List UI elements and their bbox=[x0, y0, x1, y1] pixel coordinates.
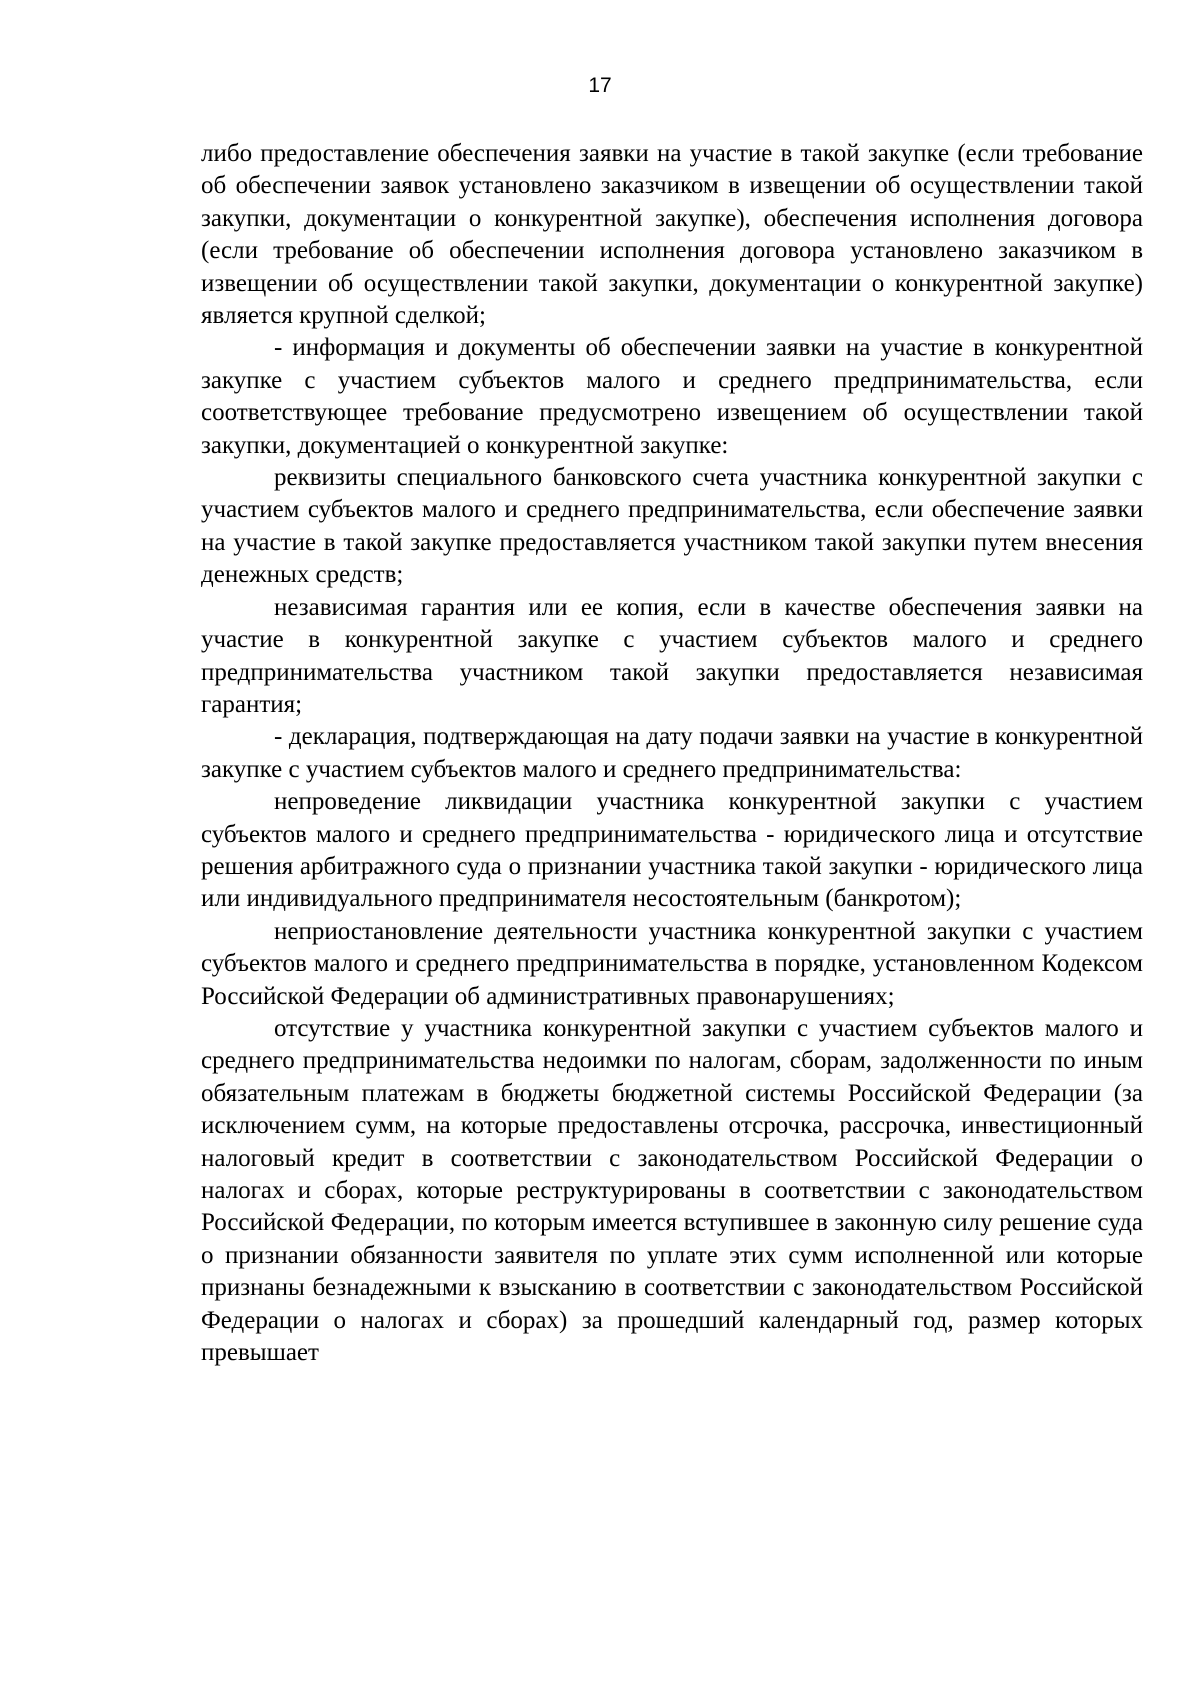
paragraph-5: - декларация, подтверждающая на дату подачи заявки на участие в конкурентной закупке с участием субъектов малого и среднего предпринимательства: bbox=[201, 723, 1143, 783]
paragraph-4: независимая гарантия или ее копия, если в качестве обеспечения заявки на участие в конкурентной закупке с участием субъектов малого и среднего предпринимательства участником такой закупки предоставляется независимая гарантия; bbox=[201, 593, 1143, 718]
paragraph-1: либо предоставление обеспечения заявки на участие в такой закупке (если требование об обеспечении заявок установлено заказчиком в извещении об осуществлении такой закупки, документации о конкурентной закупке), обеспечения исполнения договора (если требование об обеспечении исполнения договора установлено заказчиком в извещении об осуществлении такой закупки, документации о конкурентной закупке) является крупной сделкой; bbox=[201, 140, 1143, 330]
paragraph-2: - информация и документы об обеспечении заявки на участие в конкурентной закупке с участием субъектов малого и среднего предпринимательства, если соответствующее требование предусмотрено извещением об осуществлении такой закупки, документацией о конкурентной закупке: bbox=[201, 334, 1143, 459]
paragraph-6: непроведение ликвидации участника конкурентной закупки с участием субъектов малого и среднего предпринимательства - юридического лица и отсутствие решения арбитражного суда о признании участника такой закупки - юридического лица или индивидуального предпринимателя несостоятельным (банкротом); bbox=[201, 788, 1143, 913]
paragraph-8: отсутствие у участника конкурентной закупки с участием субъектов малого и среднего предпринимательства недоимки по налогам, сборам, задолженности по иным обязательным платежам в бюджеты бюджетной системы Российской Федерации (за исключением сумм, на которые предоставлены отсрочка, рассрочка, инвестиционный налоговый кредит в соответствии с законодательством Российской Федерации о налогах и сборах, которые реструктурированы в соответствии с законодательством Российской Федерации, по которым имеется вступившее в законную силу решение суда о признании обязанности заявителя по уплате этих сумм исполненной или которые признаны безнадежными к взысканию в соответствии с законодательством Российской Федерации о налогах и сборах) за прошедший календарный год, размер которых превышает bbox=[201, 1014, 1143, 1367]
paragraph-3: реквизиты специального банковского счета участника конкурентной закупки с участием субъектов малого и среднего предпринимательства, если обеспечение заявки на участие в такой закупке предоставляется участником такой закупки путем внесения денежных средств; bbox=[201, 464, 1143, 589]
page-number: 17 bbox=[588, 74, 612, 97]
paragraph-7: неприостановление деятельности участника конкурентной закупки с участием субъектов малого и среднего предпринимательства в порядке, установленном Кодексом Российской Федерации об административных правонарушениях; bbox=[201, 917, 1143, 1010]
document-body bbox=[201, 138, 1143, 1369]
